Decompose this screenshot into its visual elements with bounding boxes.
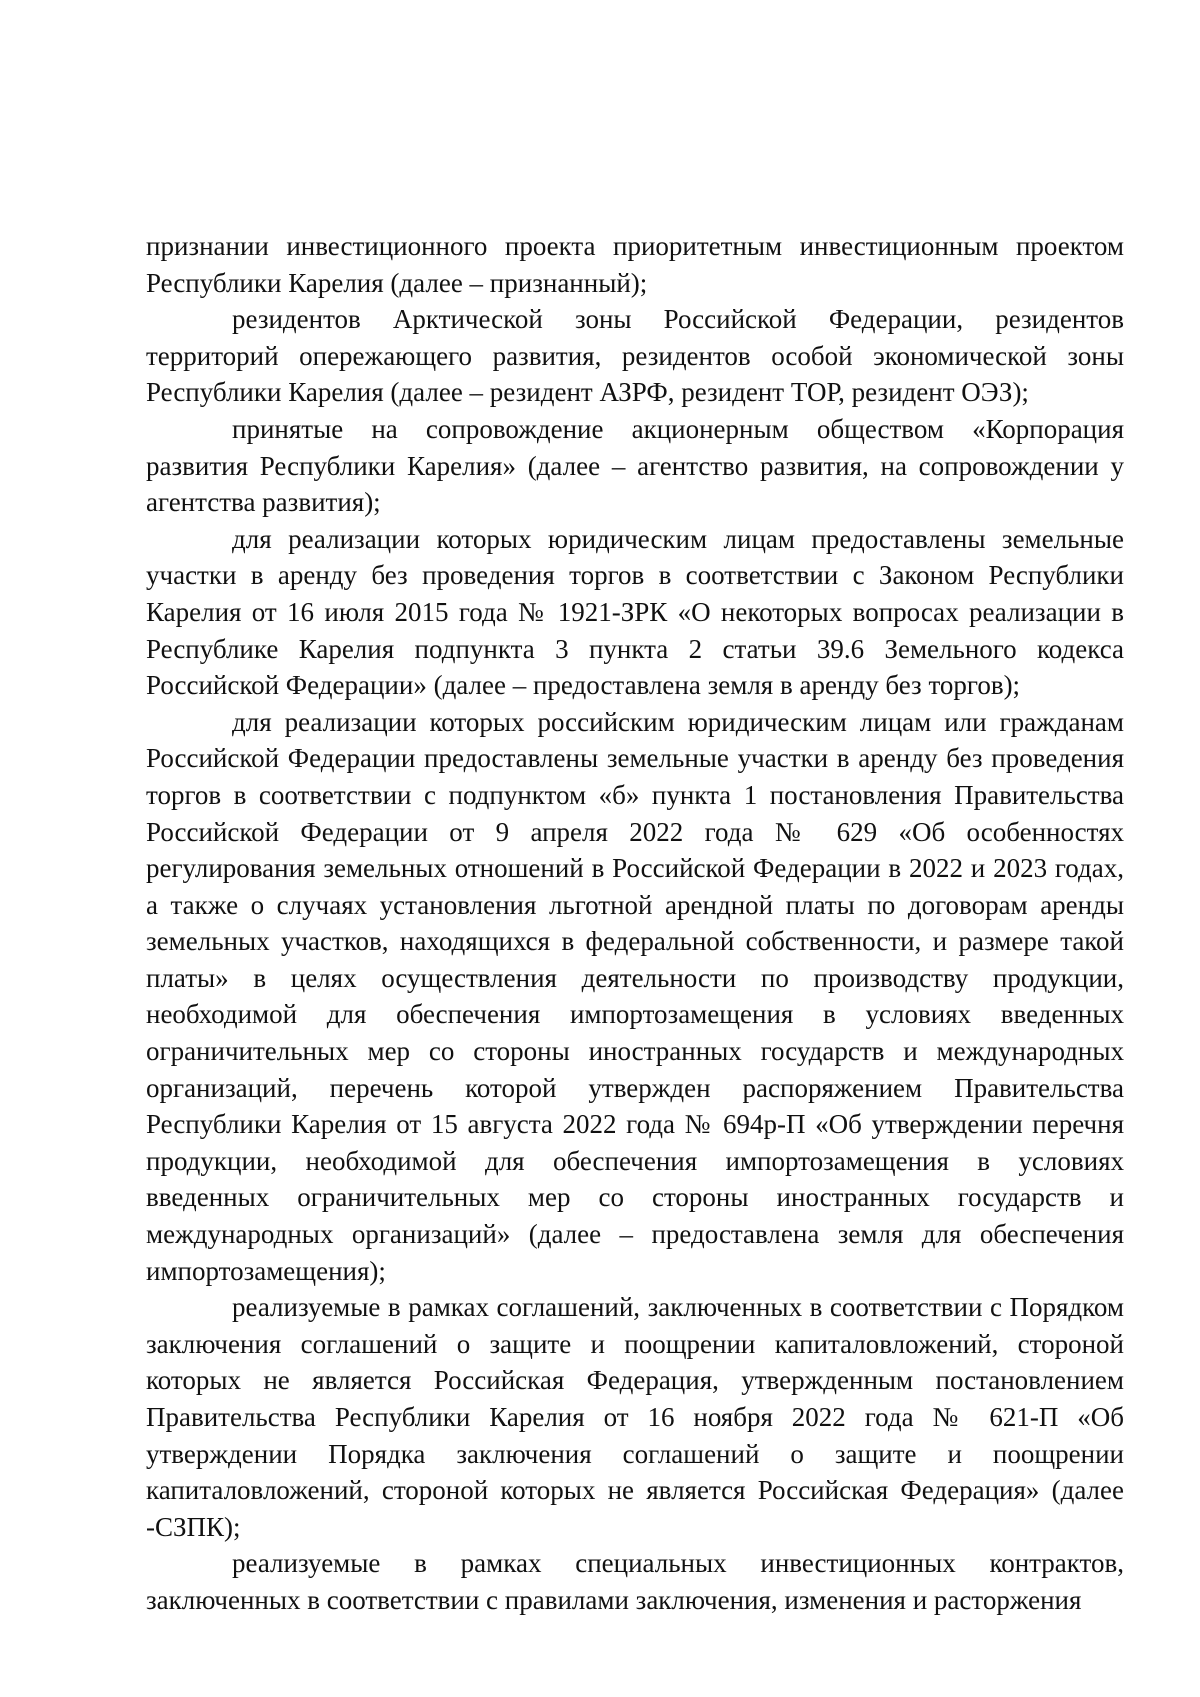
paragraph-residents: резидентов Арктической зоны Российской Федерации, резидентов территорий опережающего развития, резидентов особой экономической зоны Республики Карелия (далее – резидент АЗРФ, резидент ТОР, резидент ОЭЗ);	[146, 304, 1124, 408]
paragraph-import-substitution: для реализации которых российским юридическим лицам или гражданам Российской Федерации предоставлены земельные участки в аренду без проведения торгов в соответствии с подпунктом «б» пункта 1 постановления Правительства Российской Федерации от 9 апреля 2022 года № 629 «Об особенностях регулирования земельных отношений в Российской Федерации в 2022 и 2023 годах, а также о случаях установления льготной арендной платы по договорам аренды земельных участков, находящихся в федеральной собственности, и размере такой платы» в целях осуществления деятельности по производству продукции, необходимой для обеспечения импортозамещения в условиях введенных ограничительных мер со стороны иностранных государств и международных организаций, перечень которой утвержден распоряжением Правительства Республики Карелия от 15 августа 2022 года № 694р-П «Об утверждении перечня продукции, необходимой для обеспечения импортозамещения в условиях введенных ограничительных мер со стороны иностранных государств и международных организаций» (далее – предоставлена земля для обеспечения импортозамещения);	[146, 706, 1124, 1286]
paragraph-development-agency: принятые на сопровождение акционерным обществом «Корпорация развития Республики Карелия» (далее – агентство развития, на сопровождении у агентства развития);	[146, 413, 1124, 518]
paragraph-special-contracts: реализуемые в рамках специальных инвестиционных контрактов, заключенных в соответствии с правилами заключения, изменения и расторжения	[146, 1548, 1124, 1615]
document-body	[146, 228, 1124, 1619]
paragraph-recognized-project: признании инвестиционного проекта приоритетным инвестиционным проектом Республики Карелия (далее – признанный);	[146, 231, 1124, 298]
paragraph-szpk: реализуемые в рамках соглашений, заключенных в соответствии с Порядком заключения соглашений о защите и поощрении капиталовложений, стороной которых не является Российская Федерация, утвержденным постановлением Правительства Республики Карелия от 16 ноября 2022 года № 621-П «Об утверждении Порядка заключения соглашений о защите и поощрении капиталовложений, стороной которых не является Российская Федерация» (далее -СЗПК);	[146, 1292, 1124, 1542]
paragraph-land-lease-law: для реализации которых юридическим лицам предоставлены земельные участки в аренду без проведения торгов в соответствии с Законом Республики Карелия от 16 июля 2015 года № 1921-ЗРК «О некоторых вопросах реализации в Республике Карелия подпункта 3 пункта 2 статьи 39.6 Земельного кодекса Российской Федерации» (далее – предоставлена земля в аренду без торгов);	[146, 523, 1124, 701]
